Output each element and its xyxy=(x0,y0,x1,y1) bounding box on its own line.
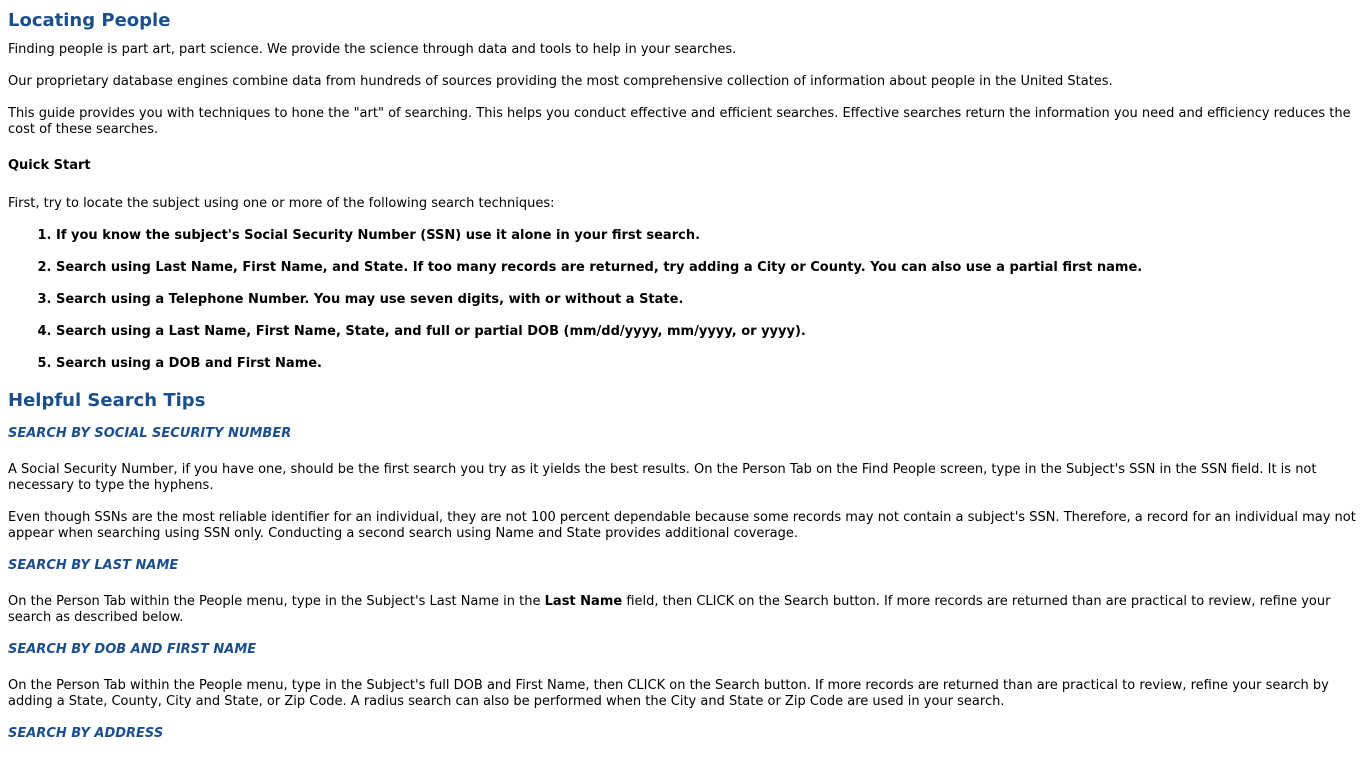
quick-start-step: 4. Search using a Last Name, First Name, State, and full or partial DOB (mm/dd/yyyy, mm/yyyy, or yyyy). xyxy=(56,324,1356,340)
intro-paragraph-2: Our proprietary database engines combine data from hundreds of sources providing the most comprehensive collection of information about people in the United States. xyxy=(8,74,1113,89)
quick-start-step: 5. Search using a DOB and First Name. xyxy=(56,356,1356,372)
last-name-field-label: Last Name xyxy=(544,594,623,609)
ssn-paragraph-2: Even though SSNs are the most reliable identifier for an individual, they are not 100 percent dependable because some records may not contain a subject's SSN. Therefore, a record for an individual may not appear when searching using SSN only. Conducting a second search using Name and State provides additional coverage. xyxy=(8,510,1356,541)
helpful-search-tips-heading: Helpful Search Tips xyxy=(8,390,206,411)
locating-people-heading: Locating People xyxy=(8,10,171,31)
ssn-paragraph-1: A Social Security Number, if you have one, should be the first search you try as it yields the best results. On the Person Tab on the Find People screen, type in the Subject's SSN in the SSN field. It is not necessary to type the hyphens. xyxy=(8,462,1317,493)
address-section-heading: SEARCH BY ADDRESS xyxy=(8,726,164,741)
last-name-text-before: On the Person Tab within the People menu, type in the Subject's Last Name in the xyxy=(8,594,545,609)
last-name-text-after: field, then CLICK on the Search button. If more records are returned than are practical to review, refine your search as described below. xyxy=(8,594,1331,625)
last-name-paragraph xyxy=(8,594,1356,626)
ssn-section-heading: SEARCH BY SOCIAL SECURITY NUMBER xyxy=(8,426,292,441)
dob-section-heading: SEARCH BY DOB AND FIRST NAME xyxy=(8,642,257,657)
intro-paragraph-3: This guide provides you with techniques to hone the "art" of searching. This helps you conduct effective and efficient searches. Effective searches return the information you need and efficiency reduces the cost of these searches. xyxy=(8,106,1351,137)
quick-start-step: 1. If you know the subject's Social Security Number (SSN) use it alone in your first search. xyxy=(56,228,1356,244)
quick-start-heading: Quick Start xyxy=(8,158,91,173)
quick-start-step: 2. Search using Last Name, First Name, and State. If too many records are returned, try adding a City or County. You can also use a partial first name. xyxy=(56,260,1356,276)
quick-start-step: 3. Search using a Telephone Number. You may use seven digits, with or without a State. xyxy=(56,292,1356,308)
quick-start-steps xyxy=(8,228,1356,372)
last-name-section-heading: SEARCH BY LAST NAME xyxy=(8,558,179,573)
intro-paragraph-1: Finding people is part art, part science. We provide the science through data and tools to help in your searches. xyxy=(8,42,737,57)
dob-paragraph: On the Person Tab within the People menu, type in the Subject's full DOB and First Name, then CLICK on the Search button. If more records are returned than are practical to review, refine your search by adding a State, County, City and State, or Zip Code. A radius search can also be performed when the City and State or Zip Code are used in your search. xyxy=(8,678,1329,709)
quick-start-intro: First, try to locate the subject using one or more of the following search techniques: xyxy=(8,196,555,211)
